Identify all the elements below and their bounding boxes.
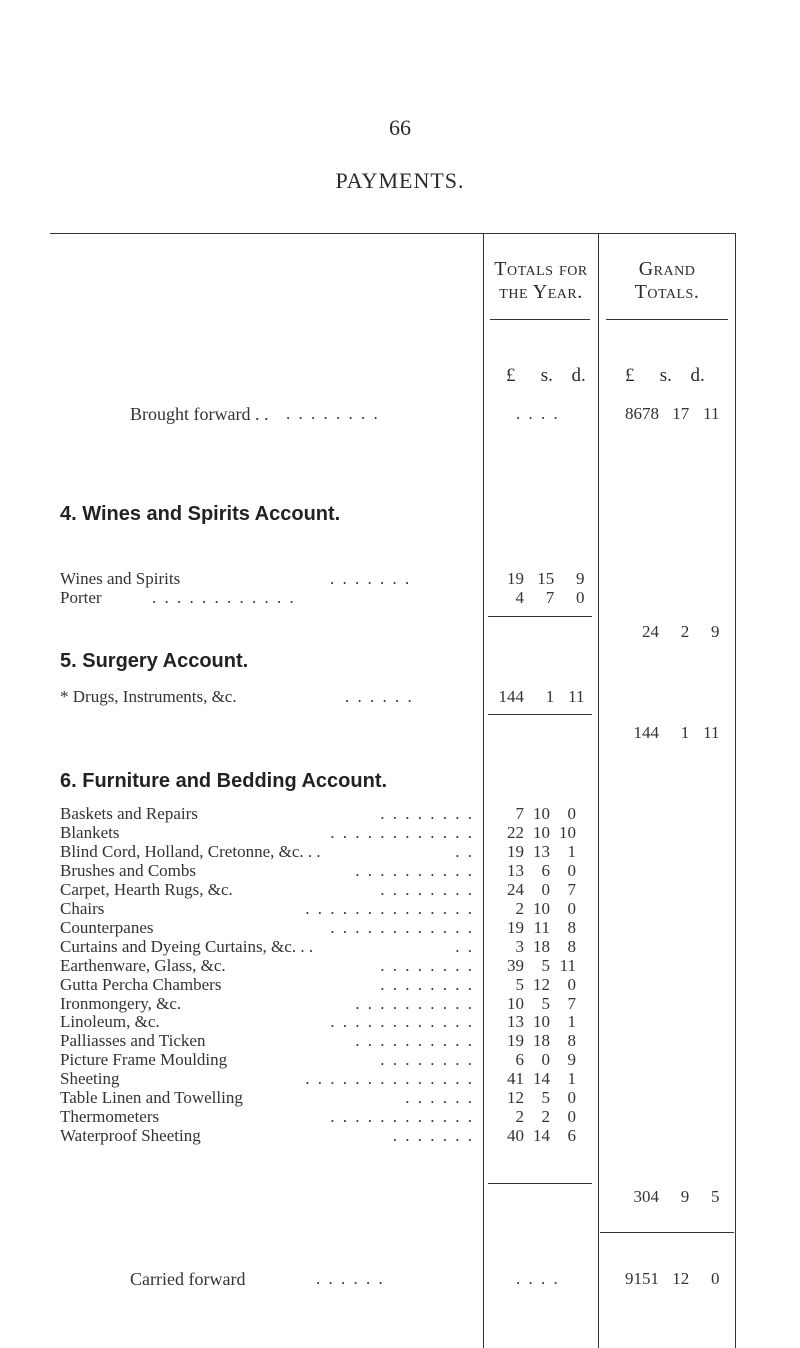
pounds: 40 [507,1126,524,1145]
shillings: 10 [533,823,550,842]
subtotal-rule [488,1183,592,1184]
pounds: 9151 [625,1269,659,1288]
pence: 5 [711,1187,720,1206]
row-label: Blankets [60,823,120,842]
row-leader: . . [455,937,474,956]
pounds: 19 [507,569,524,588]
row-leader: . . . . . . . . [380,956,474,975]
unit-pence: d. [571,365,586,386]
shillings: 9 [680,1187,690,1206]
row-leader: . . . . . . . . . . . . . . [305,899,474,918]
row-leader: . . . . . . . . . . [355,861,474,880]
row-amount [490,1069,576,1089]
pounds: 3 [515,937,524,956]
pounds: 22 [507,823,524,842]
row-label: Curtains and Dyeing Curtains, &c. . . [60,937,314,956]
shillings: 12 [533,975,550,994]
row-amount [490,937,576,957]
pounds: 8678 [625,404,659,423]
row-leader: . . . . . . . . . . [355,994,474,1013]
pounds: 24 [507,880,524,899]
pence: 0 [567,975,576,994]
row-leader: . . . . . . . . . . . . . . [305,1069,474,1088]
row-amount [490,1088,576,1108]
row-leader: . . . . . . . . [380,1050,474,1069]
pounds: 7 [515,804,524,823]
row-amount [490,975,576,995]
section-total [617,1187,720,1207]
row-leader: . . . . . . [405,1088,474,1107]
shillings: 2 [680,622,690,641]
pounds: 2 [515,899,524,918]
row-label: Ironmongery, &c. [60,994,182,1013]
pence: 11 [559,956,576,975]
row-label: Wines and Spirits [60,569,181,588]
pence: 0 [711,1269,720,1288]
row-leader: . . . . . . . [330,569,412,588]
row-label: Table Linen and Towelling [60,1088,243,1107]
brought-forward-leader: . . . . . . . . [286,404,380,423]
unit-shilling: s. [659,365,672,386]
shillings: 10 [533,899,550,918]
pence: 0 [567,899,576,918]
row-amount [490,823,576,843]
row-amount [490,588,585,608]
pounds: 13 [507,1012,524,1031]
row-amount [490,956,576,976]
section-total [617,723,720,743]
shillings: 17 [672,404,690,423]
shillings: 18 [533,1031,550,1050]
row-label: Gutta Percha Chambers [60,975,222,994]
row-leader: . . . . . . . . . . . . [330,1012,474,1031]
pence: 8 [567,918,576,937]
row-amount [490,1107,576,1127]
pounds: 19 [507,1031,524,1050]
pence: 0 [576,588,585,607]
pence: 0 [567,804,576,823]
pence: 11 [568,687,585,706]
section-heading-furniture: 6. Furniture and Bedding Account. [60,770,388,792]
pounds: 144 [498,687,524,706]
row-amount [490,1126,576,1146]
pounds: 19 [507,918,524,937]
row-leader: . . [455,842,474,861]
shillings: 10 [533,1012,550,1031]
totals-column-left-rule [483,233,484,1348]
row-amount [490,687,585,707]
row-label: Brushes and Combs [60,861,196,880]
shillings: 15 [537,569,555,588]
grand-total-rule [600,1232,734,1233]
shillings: 18 [533,937,550,956]
row-amount [490,804,576,824]
totals-unit-row [506,365,586,387]
totals-header-line1: Totals for [494,258,588,280]
pounds: 144 [633,723,659,742]
pounds: 2 [515,1107,524,1126]
row-amount [490,569,585,589]
grand-column-right-rule [735,233,736,1348]
row-amount [490,861,576,881]
row-amount [490,1050,576,1070]
row-label: Picture Frame Moulding [60,1050,228,1069]
unit-pound: £ [625,365,635,386]
row-label: Earthenware, Glass, &c. [60,956,226,975]
row-amount [490,994,576,1014]
table-top-rule [50,233,736,234]
shillings: 2 [541,1107,550,1126]
pence: 8 [567,1031,576,1050]
row-label: Chairs [60,899,105,918]
grand-header-line2: Totals. [634,281,700,303]
unit-shilling: s. [540,365,553,386]
pence: 10 [559,823,576,842]
totals-header-line2: the Year. [499,281,583,303]
pence: 9 [567,1050,576,1069]
page-number: 66 [389,115,411,140]
shillings: 1 [545,687,555,706]
shillings: 12 [672,1269,690,1288]
pounds: 304 [633,1187,659,1206]
shillings: 13 [533,842,550,861]
row-label: Waterproof Sheeting [60,1126,201,1145]
row-label: * Drugs, Instruments, &c. [60,687,237,706]
shillings: 5 [541,1088,550,1107]
brought-forward-grand [617,404,720,424]
shillings: 5 [541,956,550,975]
row-label: Carpet, Hearth Rugs, &c. [60,880,233,899]
pence: 1 [567,1069,576,1088]
row-leader: . . . . . . . . [380,804,474,823]
pence: 1 [567,842,576,861]
pence: 11 [703,404,720,423]
totals-header [484,258,598,304]
totals-column-right-rule [598,233,599,1348]
pounds: 24 [642,622,659,641]
pence: 8 [567,937,576,956]
grand-unit-row [625,365,705,387]
pounds: 19 [507,842,524,861]
section-heading-surgery: 5. Surgery Account. [60,650,249,672]
row-amount [490,880,576,900]
pence: 7 [567,994,576,1013]
shillings: 14 [533,1069,550,1088]
row-label: Thermometers [60,1107,160,1126]
row-amount [490,899,576,919]
pounds: 6 [515,1050,524,1069]
row-amount [490,918,576,938]
pence: 0 [567,861,576,880]
brought-forward-label: Brought forward . . [130,404,269,424]
pence: 0 [567,1088,576,1107]
pence: 9 [711,622,720,641]
subtotal-rule [488,714,592,715]
shillings: 7 [545,588,555,607]
pounds: 13 [507,861,524,880]
grand-header [599,258,735,304]
row-label: Sheeting [60,1069,120,1088]
shillings: 5 [541,994,550,1013]
row-label: Blind Cord, Holland, Cretonne, &c. . . [60,842,321,861]
pounds: 39 [507,956,524,975]
header-underline-grand [606,319,728,320]
row-label: Baskets and Repairs [60,804,198,823]
pence: 7 [567,880,576,899]
row-label: Counterpanes [60,918,154,937]
pence: 9 [576,569,585,588]
unit-pound: £ [506,365,516,386]
row-leader: . . . . . . . . . . . . [152,588,296,607]
pounds: 4 [515,588,524,607]
pounds: 12 [507,1088,524,1107]
unit-pence: d. [690,365,705,386]
row-leader: . . . . . . . . [380,975,474,994]
shillings: 11 [533,918,550,937]
pounds: 41 [507,1069,524,1088]
shillings: 1 [680,723,690,742]
row-label: Palliasses and Ticken [60,1031,206,1050]
row-amount [490,842,576,862]
shillings: 10 [533,804,550,823]
carried-forward-grand [617,1269,720,1289]
row-leader: . . . . . . . . . . . . [330,918,474,937]
row-amount [490,1012,576,1032]
row-label: Linoleum, &c. [60,1012,160,1031]
brought-forward-year-blank: . . . . [516,404,560,423]
pence: 1 [567,1012,576,1031]
shillings: 0 [541,1050,550,1069]
pounds: 5 [515,975,524,994]
row-leader: . . . . . . . . . . . . [330,1107,474,1126]
row-leader: . . . . . . . . [380,880,474,899]
shillings: 0 [541,880,550,899]
carried-forward-leader: . . . . . . [316,1269,385,1288]
carried-forward-year-blank: . . . . [516,1269,560,1288]
row-leader: . . . . . . . [392,1126,474,1145]
shillings: 14 [533,1126,550,1145]
grand-header-line1: Grand [638,258,696,280]
section-total [617,622,720,642]
section-heading-wines: 4. Wines and Spirits Account. [60,503,341,525]
subtotal-rule [488,616,592,617]
row-leader: . . . . . . . . . . [355,1031,474,1050]
pence: 11 [703,723,720,742]
shillings: 6 [541,861,550,880]
pence: 6 [567,1126,576,1145]
pence: 0 [567,1107,576,1126]
page-title: PAYMENTS. [335,168,465,193]
row-amount [490,1031,576,1051]
row-leader: . . . . . . . . . . . . [330,823,474,842]
header-underline-totals [490,319,590,320]
row-label: Porter [60,588,102,607]
row-leader: . . . . . . [345,687,414,706]
pounds: 10 [507,994,524,1013]
carried-forward-label: Carried forward [130,1269,246,1289]
